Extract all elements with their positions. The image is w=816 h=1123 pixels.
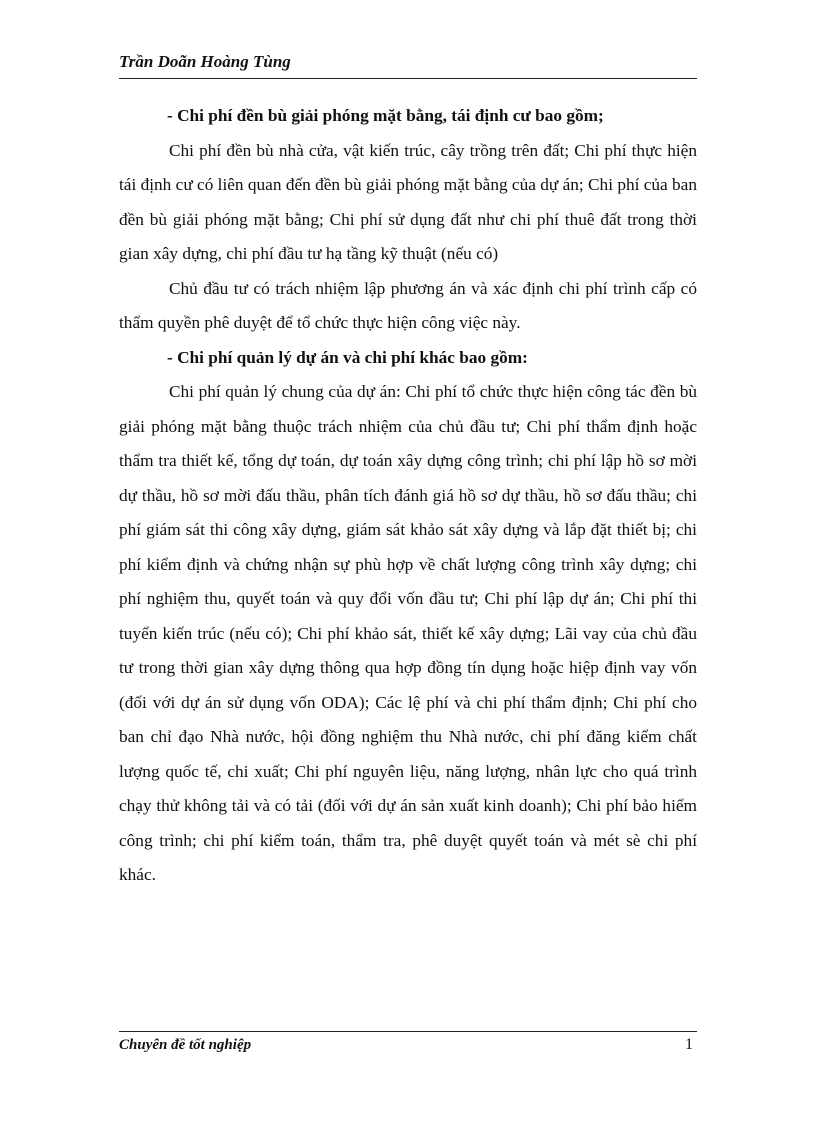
paragraph-investor-responsibility: Chủ đầu tư có trách nhiệm lập phương án và xác định chi phí trình cấp có thẩm quyền phê duyệt để tổ chức thực hiện công việc này. bbox=[119, 278, 697, 332]
paragraph-compensation-costs: Chi phí đền bù nhà cửa, vật kiến trúc, cây trồng trên đất; Chi phí thực hiện tái định cư có liên quan đến đền bù giải phóng mặt bằng của dự án; Chi phí của ban đền bù giải phóng mặt bằng; Chi phí sử dụng đất như chi phí thuê đất trong thời gian xây dựng, chi phí đầu tư hạ tầng kỹ thuật (nếu có) bbox=[119, 140, 697, 263]
section-heading-management: - Chi phí quản lý dự án và chi phí khác bao gồm: bbox=[167, 347, 528, 367]
page-header bbox=[119, 52, 697, 79]
page-number: 1 bbox=[685, 1036, 693, 1053]
section-heading-compensation: - Chi phí đền bù giải phóng mặt bằng, tái định cư bao gồm; bbox=[167, 106, 604, 125]
page-footer bbox=[119, 1031, 697, 1056]
footer-title: Chuyên đề tốt nghiệp bbox=[119, 1037, 252, 1053]
paragraph-management-costs: Chi phí quản lý chung của dự án: Chi phí tổ chức thực hiện công tác đền bù giải phóng mặt bằng thuộc trách nhiệm của chủ đầu tư; Chi phí thẩm định hoặc thẩm tra thiết kế, tổng dự toán, dự toán xây dựng công trình; chi phí lập hồ sơ mời dự thầu, hồ sơ mời đấu thầu, phân tích đánh giá hồ sơ dự thầu, hồ sơ đấu thầu; chi phí giám sát thi công xây dựng, giám sát khảo sát xây dựng và lắp đặt thiết bị; chi phí kiểm định và chứng nhận sự phù hợp về chất lượng công trình xây dựng; chi phí nghiệm thu, quyết toán và quy đổi vốn đầu tư; Chi phí lập dự án; Chi phí thi tuyển kiến trúc (nếu có); Chi phí khảo sát, thiết kế xây dựng; Lãi vay của chủ đầu tư trong thời gian xây dựng thông qua hợp đồng tín dụng hoặc hiệp định vay vốn (đối với dự án sử dụng vốn ODA); Các lệ phí và chi phí thẩm định; Chi phí cho ban chỉ đạo Nhà nước, hội đồng nghiệm thu Nhà nước, chi phí đăng kiểm chất lượng quốc tế, chi xuất; Chi phí nguyên liệu, năng lượng, nhân lực cho quá trình chạy thử không tải và có tải (đối với dự án sản xuất kinh doanh); Chi phí bảo hiểm công trình; chi phí kiểm toán, thẩm tra, phê duyệt quyết toán và mét sè chi phí khác. bbox=[119, 382, 697, 884]
document-body bbox=[119, 99, 697, 893]
header-author: Trần Doãn Hoàng Tùng bbox=[119, 52, 291, 71]
